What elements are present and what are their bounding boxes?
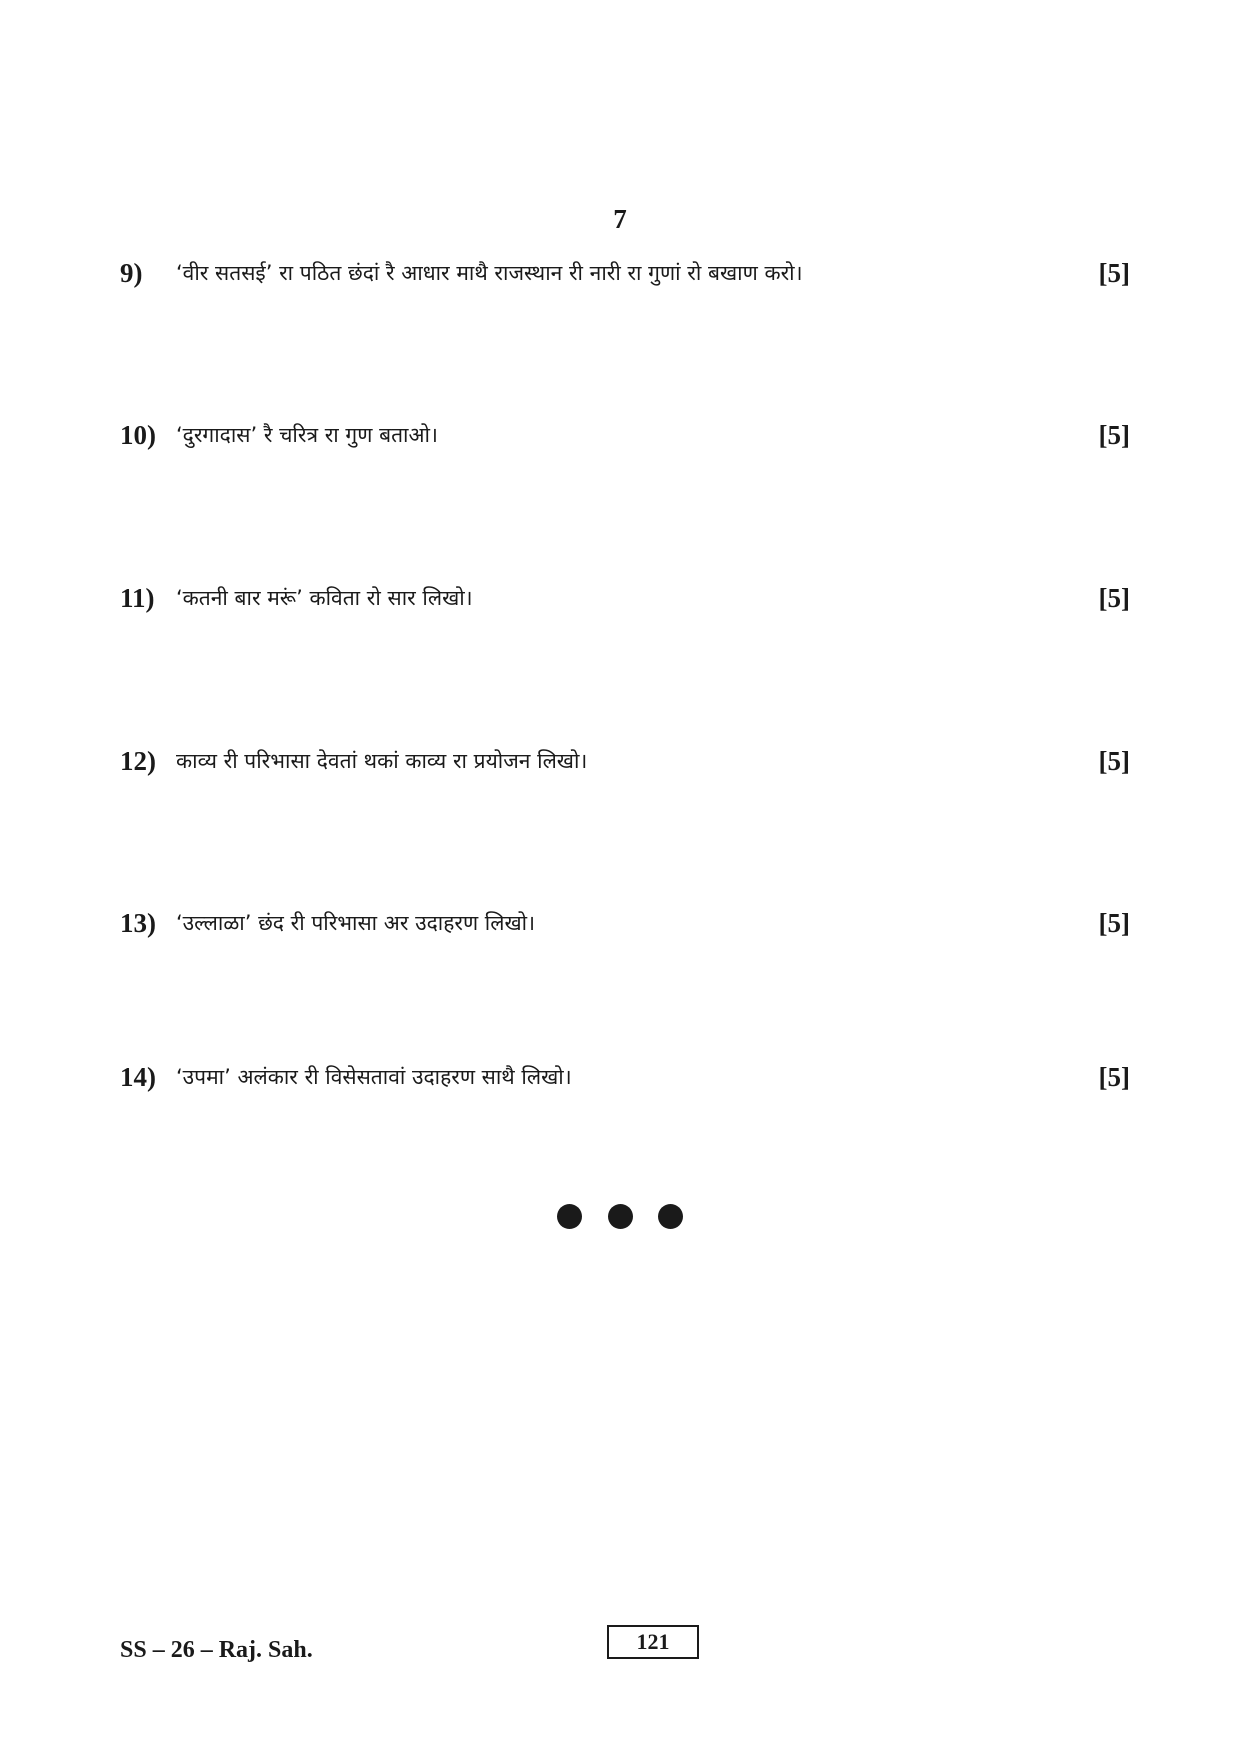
question-marks: [5] bbox=[1098, 746, 1130, 776]
question-14 bbox=[120, 1057, 1130, 1097]
question-marks: [5] bbox=[1098, 258, 1130, 288]
question-number: 14) bbox=[120, 1062, 156, 1092]
question-text: ‘उल्लाळा’ छंद री परिभासा अर उदाहरण लिखो। bbox=[176, 911, 536, 935]
question-marks: [5] bbox=[1098, 908, 1130, 938]
question-text: काव्य री परिभासा देवतां थकां काव्य रा प्रयोजन लिखो। bbox=[176, 749, 588, 773]
question-number: 12) bbox=[120, 746, 156, 776]
question-number: 13) bbox=[120, 908, 156, 938]
question-11 bbox=[120, 578, 1130, 618]
question-number: 10) bbox=[120, 420, 156, 450]
question-marks: [5] bbox=[1098, 1062, 1130, 1092]
question-text: ‘उपमा’ अलंकार री विसेसतावां उदाहरण साथै लिखो। bbox=[176, 1065, 572, 1089]
question-marks: [5] bbox=[1098, 583, 1130, 613]
question-marks: [5] bbox=[1098, 420, 1130, 450]
dot-icon bbox=[557, 1204, 582, 1229]
question-12 bbox=[120, 741, 1130, 781]
page-number: 7 bbox=[613, 204, 627, 234]
dot-icon bbox=[658, 1204, 683, 1229]
question-10 bbox=[120, 415, 1130, 455]
question-text: ‘वीर सतसई’ रा पठित छंदां रै आधार माथै राजस्थान री नारी रा गुणां रो बखाण करो। bbox=[176, 261, 803, 285]
paper-code: SS – 26 – Raj. Sah. bbox=[120, 1637, 313, 1663]
question-number: 9) bbox=[120, 258, 143, 288]
end-of-paper-dots bbox=[0, 1204, 1240, 1232]
dot-icon bbox=[608, 1204, 633, 1229]
question-number: 11) bbox=[120, 583, 155, 613]
question-13 bbox=[120, 903, 1130, 943]
question-9 bbox=[120, 253, 1130, 293]
footer-page-number: 121 bbox=[607, 1625, 699, 1659]
question-text: ‘कतनी बार मरूं’ कविता रो सार लिखो। bbox=[176, 586, 473, 610]
question-text: ‘दुरगादास’ रै चरित्र रा गुण बताओ। bbox=[176, 423, 438, 447]
